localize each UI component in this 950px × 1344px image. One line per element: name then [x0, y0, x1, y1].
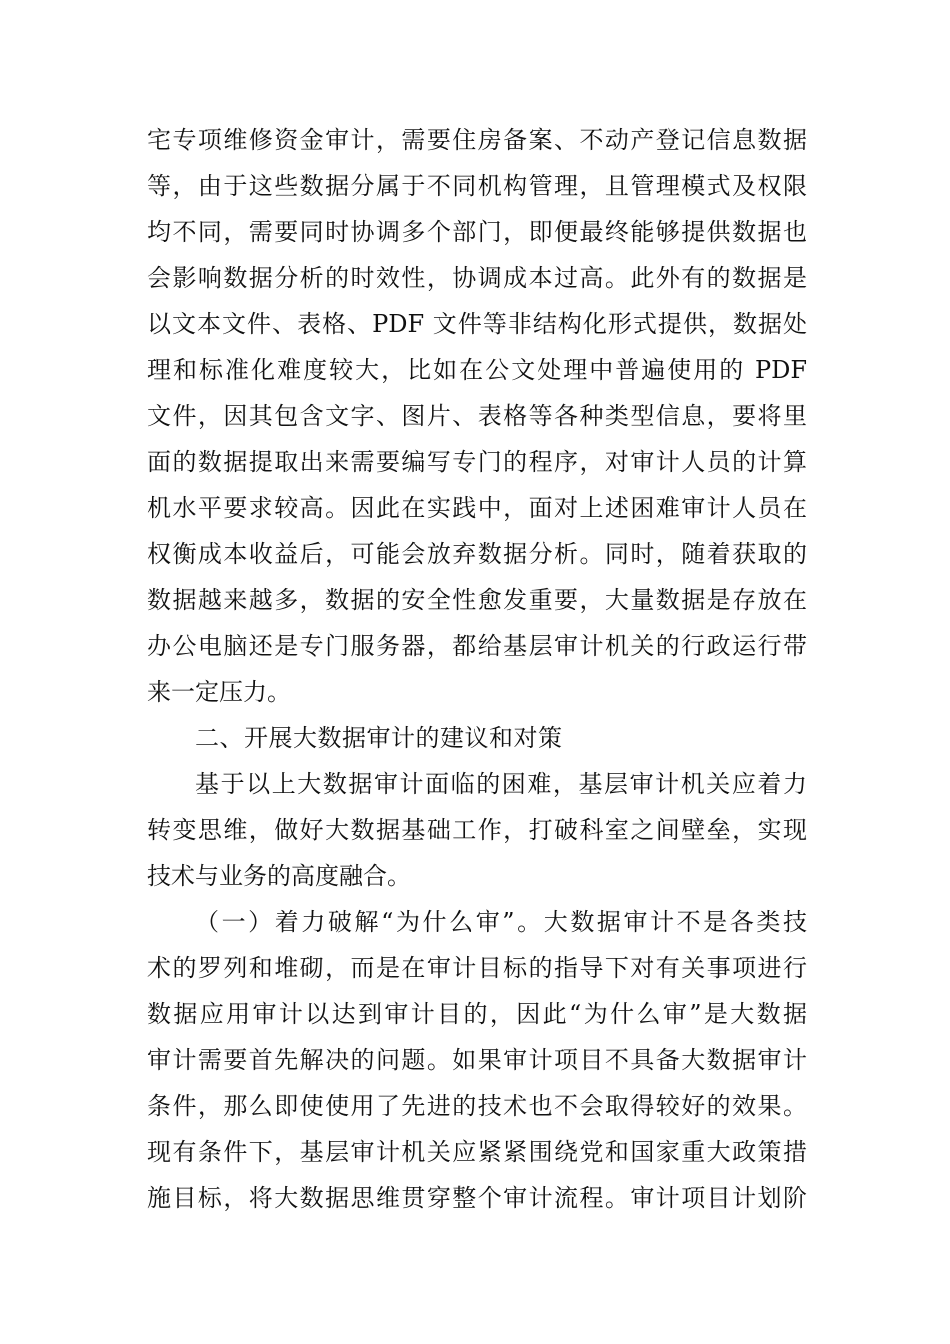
body-line: 文件，因其包含文字、图片、表格等各种类型信息，要将里 [147, 402, 807, 430]
body-line: 均不同，需要同时协调多个部门，即便最终能够提供数据也 [147, 218, 807, 246]
body-line: 转变思维，做好大数据基础工作，打破科室之间壁垒，实现 [147, 816, 807, 844]
body-line: 条件，那么即使使用了先进的技术也不会取得较好的效果。 [147, 1092, 807, 1120]
subsection-first-line [195, 899, 807, 945]
body-line: 基于以上大数据审计面临的困难，基层审计机关应着力 [195, 770, 807, 798]
body-line: 理和标准化难度较大，比如在公文处理中普遍使用的 PDF [147, 356, 807, 384]
document-body [147, 117, 807, 1217]
section-heading: 二、开展大数据审计的建议和对策 [195, 724, 563, 752]
body-line: 数据应用审计以达到审计目的，因此“为什么审”是大数据 [147, 1000, 807, 1028]
body-line: 宅专项维修资金审计，需要住房备案、不动产登记信息数据 [147, 126, 807, 154]
body-line: 机水平要求较高。因此在实践中，面对上述困难审计人员在 [147, 494, 807, 522]
body-line: 数据越来越多，数据的安全性愈发重要，大量数据是存放在 [147, 586, 807, 614]
body-line: 面的数据提取出来需要编写专门的程序，对审计人员的计算 [147, 448, 807, 476]
body-line: 会影响数据分析的时效性，协调成本过高。此外有的数据是 [147, 264, 807, 292]
body-line: 以文本文件、表格、PDF 文件等非结构化形式提供，数据处 [147, 310, 807, 338]
body-line: 来一定压力。 [147, 678, 291, 706]
body-line: 现有条件下，基层审计机关应紧紧围绕党和国家重大政策措 [147, 1138, 807, 1166]
body-line: 等，由于这些数据分属于不同机构管理，且管理模式及权限 [147, 172, 807, 200]
body-line: 术的罗列和堆砌，而是在审计目标的指导下对有关事项进行 [147, 954, 807, 982]
subsection-title: （一）着力破解“为什么审”。 [195, 908, 544, 936]
body-line: 技术与业务的高度融合。 [147, 862, 411, 890]
body-line: 审计需要首先解决的问题。如果审计项目不具备大数据审计 [147, 1046, 807, 1074]
body-line: 权衡成本收益后，可能会放弃数据分析。同时，随着获取的 [147, 540, 807, 568]
subsection-first-line-text: 大数据审计不是各类技 [543, 908, 807, 936]
body-line: 办公电脑还是专门服务器，都给基层审计机关的行政运行带 [147, 632, 807, 660]
body-line: 施目标，将大数据思维贯穿整个审计流程。审计项目计划阶 [147, 1184, 807, 1212]
